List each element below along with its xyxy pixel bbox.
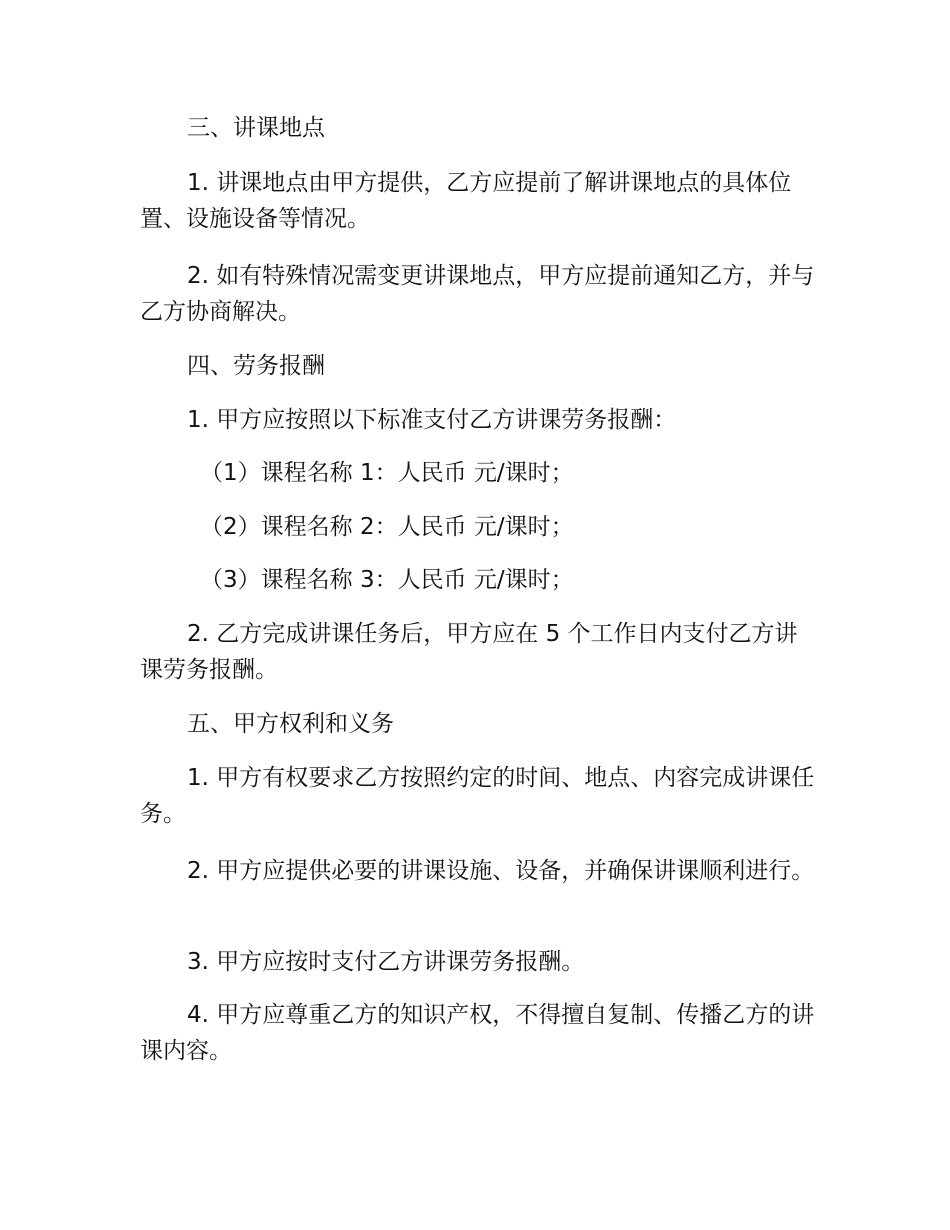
paragraph-party-a-2: 2. 甲方应提供必要的讲课设施、设备，并确保讲课顺利进行。 (187, 858, 815, 884)
paragraph-party-a-4: 4. 甲方应尊重乙方的知识产权，不得擅自复制、传播乙方的讲课内容。 (140, 1002, 815, 1064)
paragraph-party-a-1: 1. 甲方有权要求乙方按照约定的时间、地点、内容完成讲课任务。 (140, 765, 815, 827)
list-item-course-3: （3）课程名称 3：人民币 元/课时； (200, 567, 574, 593)
list-item-course-2: （2）课程名称 2：人民币 元/课时； (200, 514, 574, 540)
paragraph-remuneration-1: 1. 甲方应按照以下标准支付乙方讲课劳务报酬： (187, 407, 677, 433)
paragraph-venue-1: 1. 讲课地点由甲方提供，乙方应提前了解讲课地点的具体位置、设施设备等情况。 (140, 170, 792, 232)
paragraph-party-a-3: 3. 甲方应按时支付乙方讲课劳务报酬。 (187, 949, 585, 975)
section-heading-party-a: 五、甲方权利和义务 (187, 711, 394, 737)
list-item-course-1: （1）课程名称 1：人民币 元/课时； (200, 460, 574, 486)
section-heading-venue: 三、讲课地点 (187, 115, 325, 141)
paragraph-remuneration-2: 2. 乙方完成讲课任务后，甲方应在 5 个工作日内支付乙方讲课劳务报酬。 (140, 621, 798, 683)
paragraph-venue-2: 2. 如有特殊情况需变更讲课地点，甲方应提前通知乙方，并与乙方协商解决。 (140, 263, 815, 325)
section-heading-remuneration: 四、劳务报酬 (187, 353, 325, 379)
